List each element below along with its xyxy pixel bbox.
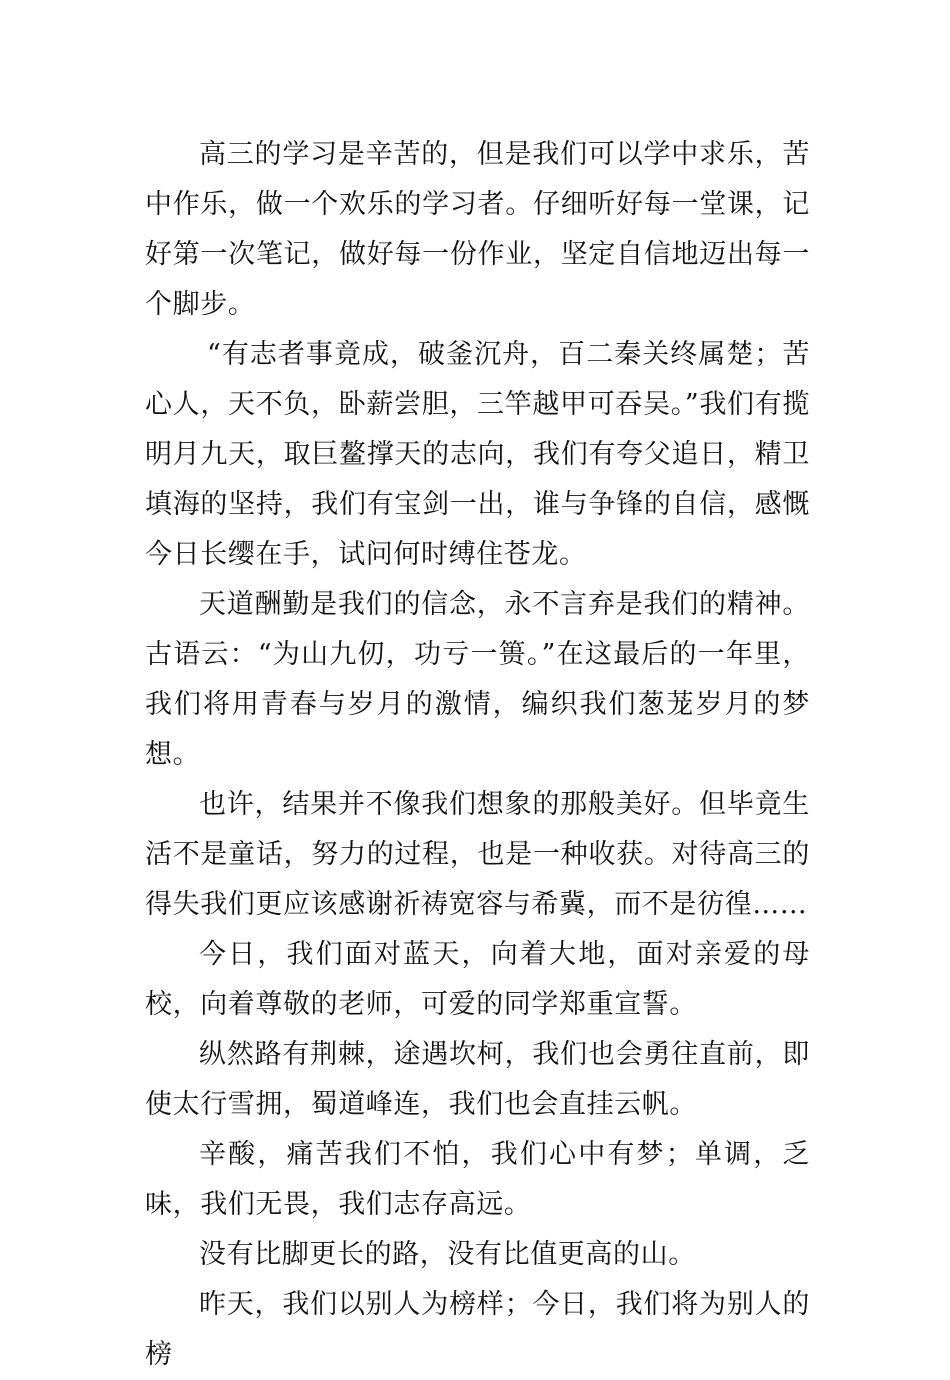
paragraph-7: 辛酸，痛苦我们不怕，我们心中有梦；单调，乏味，我们无畏，我们志存高远。 [145, 1139, 810, 1220]
paragraph-4: 也许，结果并不像我们想象的那般美好。但毕竟生活不是童话，努力的过程，也是一种收获。对待高三的得失我们更应该感谢祈祷宽容与希冀，而不是彷徨…… [145, 789, 810, 920]
paragraph-8: 没有比脚更长的路，没有比值更高的山。 [199, 1239, 696, 1270]
paragraph-1: 高三的学习是辛苦的，但是我们可以学中求乐，苦中作乐，做一个欢乐的学习者。仔细听好每一堂课，记好第一次笔记，做好每一份作业，坚定自信地迈出每一个脚步。 [145, 139, 810, 320]
paragraph-6: 纵然路有荆棘，途遇坎柯，我们也会勇往直前，即使太行雪拥，蜀道峰连，我们也会直挂云帆。 [145, 1039, 810, 1120]
document-body [145, 130, 810, 1380]
paragraph-5: 今日，我们面对蓝天，向着大地，面对亲爱的母校，向着尊敬的老师，可爱的同学郑重宣誓。 [145, 939, 810, 1020]
paragraph-2: “有志者事竟成，破釜沉舟，百二秦关终属楚；苦心人，天不负，卧薪尝胆，三竿越甲可吞吴。”我们有揽明月九天，取巨鳌撑天的志向，我们有夸父追日，精卫填海的坚持，我们有宝剑一出，谁与争锋的自信，感慨今日长缨在手，试问何时缚住苍龙。 [145, 339, 810, 570]
paragraph-3: 天道酬勤是我们的信念，永不言弃是我们的精神。古语云：“为山九仞，功亏一篑。”在这最后的一年里，我们将用青春与岁月的激情，编织我们葱茏岁月的梦想。 [145, 589, 810, 770]
paragraph-9: 昨天，我们以别人为榜样；今日，我们将为别人的榜 [145, 1289, 810, 1370]
